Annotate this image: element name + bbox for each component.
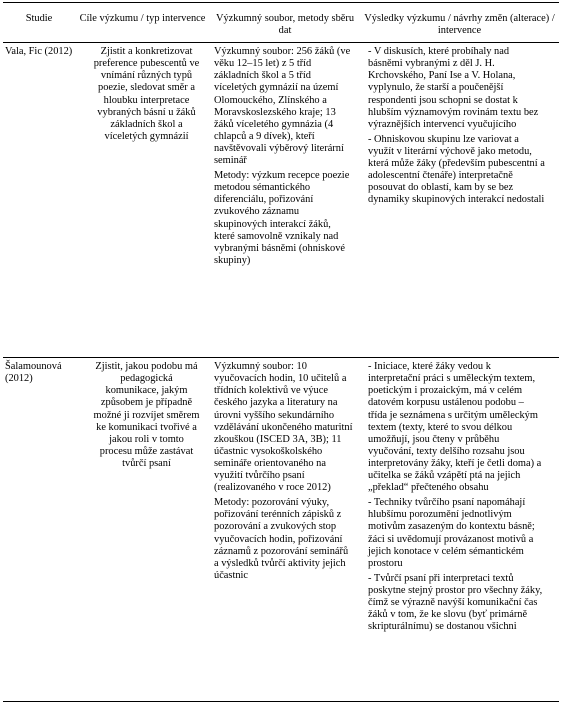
- header-study: Studie: [3, 3, 75, 43]
- methods-cell: [210, 358, 360, 702]
- methods-cell: [210, 43, 360, 358]
- methods-sample: Výzkumný soubor: 10 vyučovacích hodin, 10 učitelů a třídních kolektivů ve výuce českého jazyka a literatury na úrovni vyššího sekundárního vzdělávání ukončeného maturitní zkouškou (ISCED 3A, 3B); 11 účastnic vysokoškolského semináře orientovaného na využití tvůrčího psaní (realizovaného v roce 2012): [214, 361, 353, 494]
- methods-sample: Výzkumný soubor: 256 žáků (ve věku 12–15 let) z 5 tříd základních škol a 5 tříd víceletých gymnázií na území Olomouckého, Zlínského a Moravskoslezského kraje; 13 žáků víceletého gymnázia (4 chlapců a 9 dívek), kteří navštěvovali výběrový literární seminář: [214, 46, 351, 167]
- header-goal: Cíle výzkumu / typ intervence: [75, 3, 210, 43]
- result-item: - Ohniskovou skupinu lze variovat a využít v literární výchově jako metodu, která může žáky (především pubescentní a adolescentní čtenáře) interpretačně posouvat do oblastí, kam by se bez dynamiky skupinových interakcí nedostali: [368, 133, 545, 206]
- study-cell: Vala, Fic (2012): [3, 43, 75, 358]
- table-header: [3, 3, 559, 43]
- result-item: - V diskusích, které probíhaly nad básněmi vybranými z děl J. H. Krchovského, Paní Ise a V. Holana, vyplynulo, že starší a poučenější respondenti jsou schopni se dostat k hlubším významovým rovinám textu bez výraznějších intervencí vyučujícího: [368, 46, 539, 130]
- result-item: - Tvůrčí psaní při interpretaci textů poskytne stejný prostor pro všechny žáky, čímž se výrazně navýší komunikační čas žáků v tom, že ke slovu (byť primárně skripturálnímu) se dostanou všichni: [368, 572, 543, 633]
- header-row: [3, 3, 559, 43]
- header-methods: Výzkumný soubor, metody sběru dat: [210, 3, 360, 43]
- table-row: [3, 43, 559, 358]
- goal-cell: Zjistit a konkretizovat preference pubescentů ve vnímání různých typů poezie, sledovat směr a hloubku interpretace vybraných básní u žáků základních škol a víceletých gymnázií: [75, 43, 210, 358]
- methods-procedure: Metody: pozorování výuky, pořizování terénních zápisků z pozorování a zvukových stop vyučovacích hodin, pořizování záznamů z pozorování seminářů a výsledků tvůrčí aktivity jejich účastnic: [214, 497, 349, 581]
- header-results: Výsledky výzkumu / návrhy změn (alterace) / intervence: [360, 3, 559, 43]
- study-cell: Šalamounová (2012): [3, 358, 75, 702]
- result-item: - Iniciace, které žáky vedou k interpretační práci s uměleckým textem, poetickým i prozaickým, má v celém datovém korpusu ustálenou podobu – třída je seznámena s určitým uměleckým textem (texty, které to svou délkou umožňují, jsou čteny v průběhu vyučování, texty delšího rozsahu jsou interpretovány žáky, kteří je četli doma) a učitelka se žáků vzápětí ptá na jejich „překlad“ přečteného obsahu: [368, 361, 542, 494]
- results-cell: [360, 358, 559, 702]
- research-table: [3, 2, 559, 702]
- goal-cell: Zjistit, jakou podobu má pedagogická komunikace, jakým způsobem je případně možné ji rozvíjet směrem ke komunikaci tvořivé a jakou roli v tomto procesu může zastávat tvůrčí psaní: [75, 358, 210, 702]
- results-cell: [360, 43, 559, 358]
- table-row: [3, 358, 559, 702]
- table-body: [3, 43, 559, 702]
- methods-procedure: Metody: výzkum recepce poezie metodou sémantického diferenciálu, pořizování zvukového záznamu skupinových interakcí žáků, které samovolně vznikaly nad vybranými básněmi (ohniskové skupiny): [214, 170, 350, 266]
- result-item: - Techniky tvůrčího psaní napomáhají hlubšímu porozumění jednotlivým motivům zasazeným do kontextu básně; žáci si uvědomují provázanost motivů a jejich konotace v celém sémantickém prostoru: [368, 497, 535, 569]
